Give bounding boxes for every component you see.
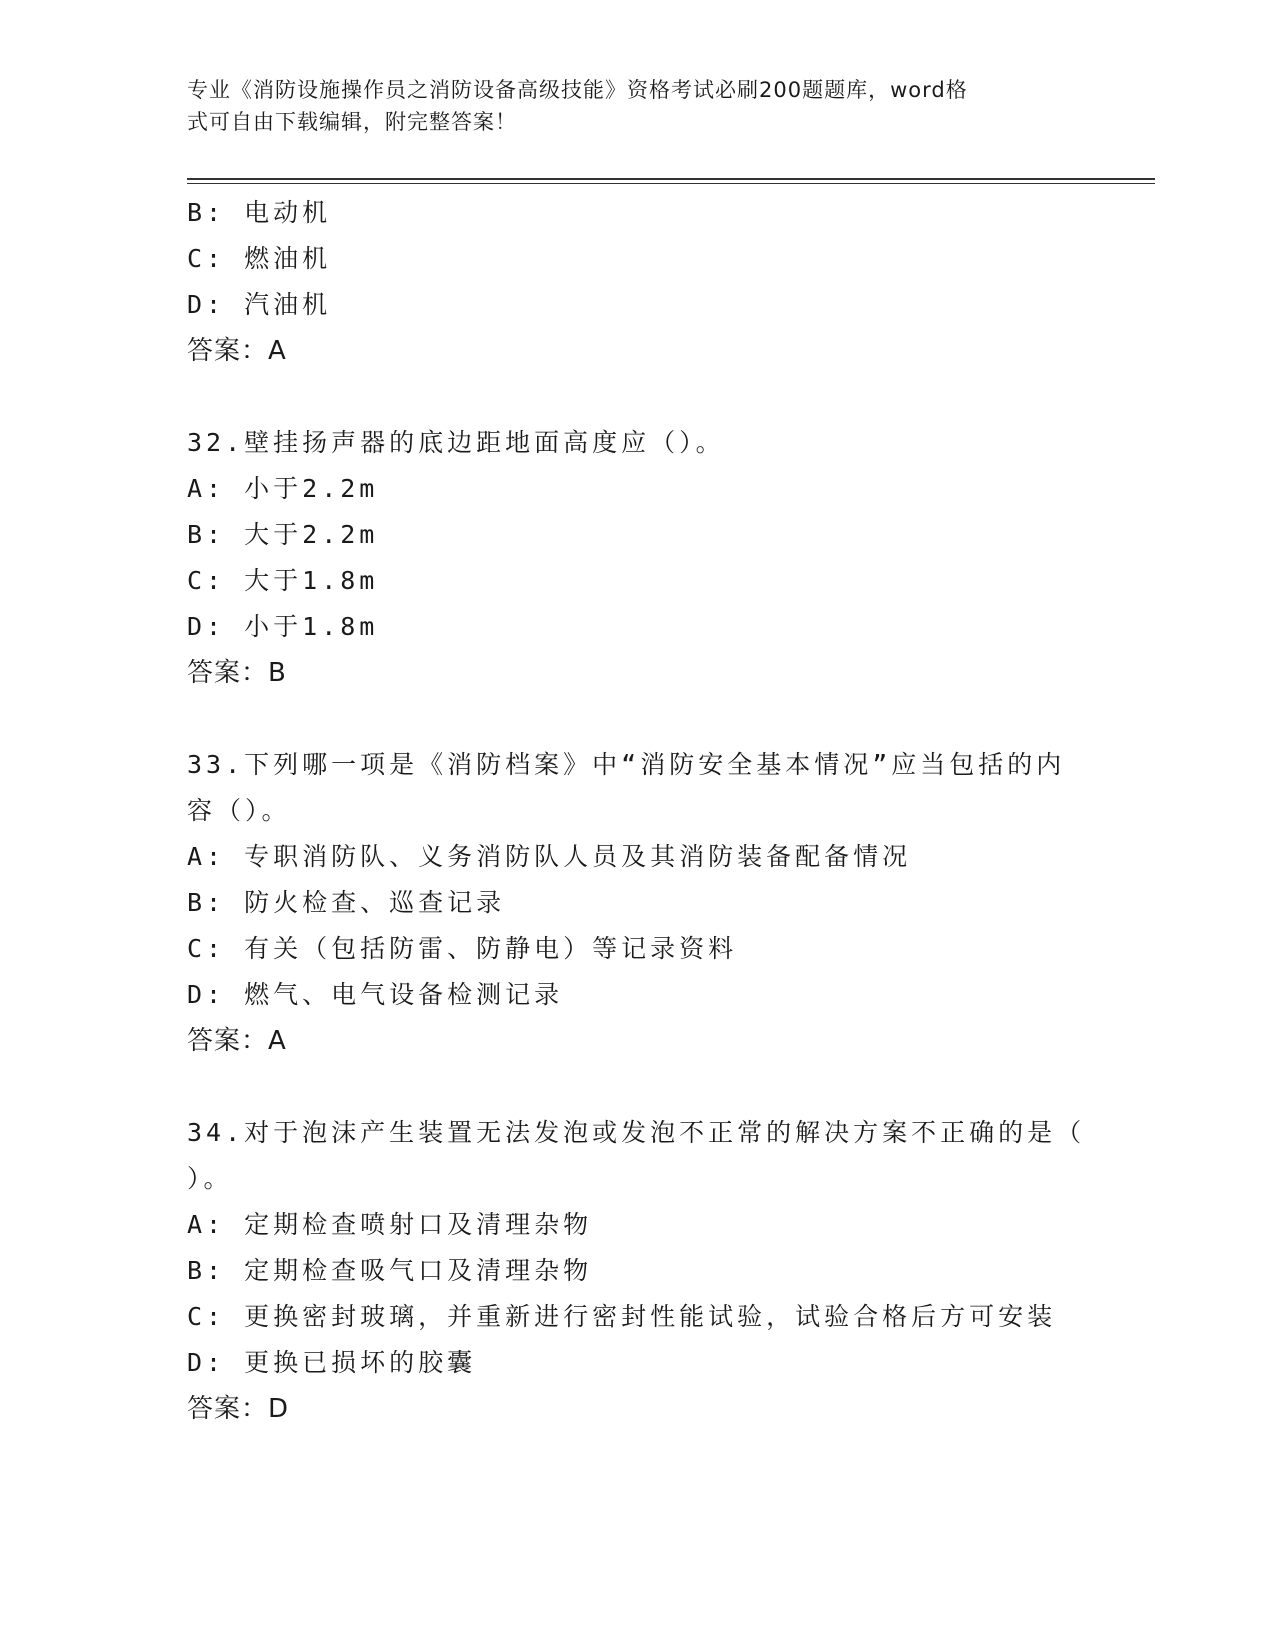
option-d: D: 汽油机 bbox=[187, 290, 332, 319]
answer-line: 答案：A bbox=[187, 336, 287, 366]
answer-line: 答案：A bbox=[187, 1026, 287, 1056]
option-c: C: 更换密封玻璃，并重新进行密封性能试验，试验合格后方可安装 bbox=[187, 1302, 1057, 1331]
question-list bbox=[187, 190, 1087, 1432]
answer-line: 答案：B bbox=[187, 658, 287, 688]
option-c: C: 有关（包括防雷、防静电）等记录资料 bbox=[187, 934, 738, 963]
option-a: A: 小于2.2m bbox=[187, 474, 379, 503]
answer-line: 答案：D bbox=[187, 1394, 290, 1424]
question-block-32 bbox=[187, 420, 1087, 696]
question-text-continued: 容（）。 bbox=[187, 796, 291, 825]
question-block-33 bbox=[187, 742, 1087, 1064]
spacer bbox=[187, 1064, 1087, 1110]
option-a: A: 定期检查喷射口及清理杂物 bbox=[187, 1210, 593, 1239]
question-text: 33.下列哪一项是《消防档案》中“消防安全基本情况”应当包括的内 bbox=[187, 750, 1066, 779]
spacer bbox=[187, 696, 1087, 742]
option-b: B: 大于2.2m bbox=[187, 520, 379, 549]
header-divider-thin bbox=[187, 183, 1155, 184]
question-block-continued bbox=[187, 190, 1087, 374]
option-d: D: 小于1.8m bbox=[187, 612, 379, 641]
header-line: 专业《消防设施操作员之消防设备高级技能》资格考试必刷200题题库，word格 bbox=[187, 78, 968, 102]
header-line: 式可自由下载编辑，附完整答案！ bbox=[187, 110, 517, 134]
option-c: C: 燃油机 bbox=[187, 244, 332, 273]
spacer bbox=[187, 374, 1087, 420]
header-divider-thick bbox=[187, 178, 1155, 180]
option-b: B: 定期检查吸气口及清理杂物 bbox=[187, 1256, 593, 1285]
question-block-34 bbox=[187, 1110, 1087, 1432]
option-b: B: 防火检查、巡查记录 bbox=[187, 888, 506, 917]
question-text: 32.壁挂扬声器的底边距地面高度应（）。 bbox=[187, 428, 725, 457]
option-c: C: 大于1.8m bbox=[187, 566, 379, 595]
question-text-continued: ）。 bbox=[187, 1164, 233, 1193]
option-b: B: 电动机 bbox=[187, 198, 332, 227]
question-text: 34.对于泡沫产生装置无法发泡或发泡不正常的解决方案不正确的是（ bbox=[187, 1118, 1086, 1147]
option-d: D: 更换已损坏的胶囊 bbox=[187, 1348, 477, 1377]
document-header bbox=[187, 74, 1067, 138]
option-d: D: 燃气、电气设备检测记录 bbox=[187, 980, 564, 1009]
option-a: A: 专职消防队、义务消防队人员及其消防装备配备情况 bbox=[187, 842, 912, 871]
